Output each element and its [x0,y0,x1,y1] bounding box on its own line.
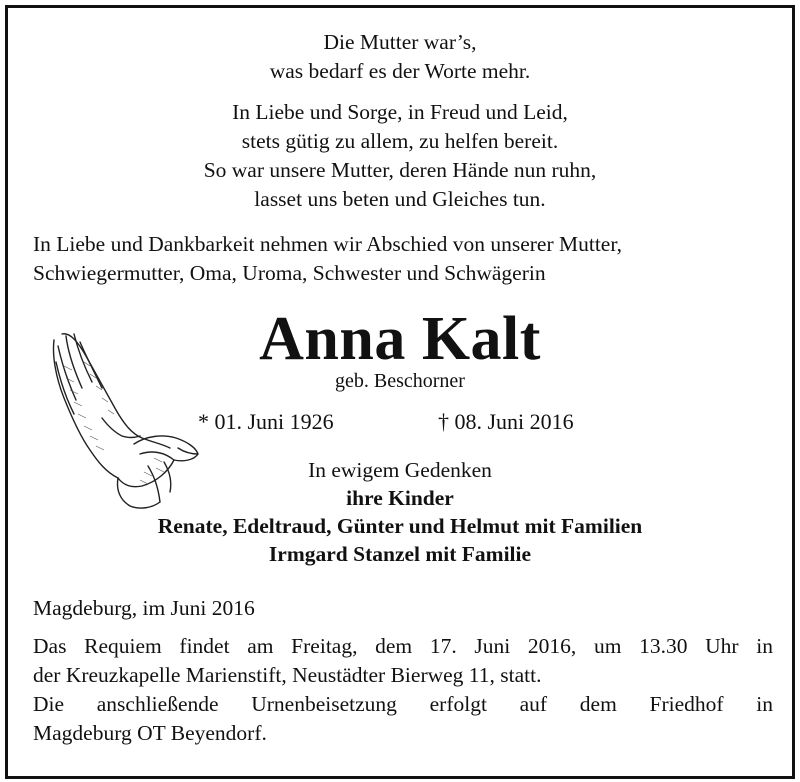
birth-date: * 01. Juni 1926 [198,409,334,434]
memorial-section [8,456,792,568]
poem-line: So war unsere Mutter, deren Hände nun ruhn, [203,158,597,182]
memorial-line: In ewigem Gedenken [308,458,492,482]
service-line: Magdeburg OT Beyendorf. [33,721,267,745]
service-line: der Kreuzkapelle Marienstift, Neustädter Bierweg 11, statt. [33,663,542,687]
intro-line: Schwiegermutter, Oma, Uroma, Schwester und Schwägerin [33,261,546,285]
service-line: Die anschließende Urnenbeisetzung erfolgt auf dem Friedhof in [33,692,773,716]
birth-name: geb. Beschorner [335,370,465,392]
poem-line: was bedarf es der Worte mehr. [269,59,531,83]
obituary-notice [5,5,795,779]
poem-line: Die Mutter war’s, [323,30,477,54]
poem-line: stets gütig zu allem, zu helfen bereit. [241,129,559,153]
memorial-family-names: Irmgard Stanzel mit Familie [268,542,532,566]
deceased-name: Anna Kalt [259,305,541,373]
poem-stanza-1 [8,28,792,86]
place-date: Magdeburg, im Juni 2016 [33,596,255,620]
poem-stanza-2 [8,98,792,214]
death-date: † 08. Juni 2016 [438,409,574,434]
farewell-intro [33,230,773,288]
service-info [33,632,773,748]
service-line: Das Requiem findet am Freitag, dem 17. Juni 2016, um 13.30 Uhr in [33,634,773,658]
memorial-children-heading: ihre Kinder [346,486,454,510]
memorial-family-names: Renate, Edeltraud, Günter und Helmut mit Familien [157,514,643,538]
poem-line: In Liebe und Sorge, in Freud und Leid, [232,100,568,124]
poem-line: lasset uns beten und Gleiches tun. [254,187,546,211]
intro-line: In Liebe und Dankbarkeit nehmen wir Abschied von unserer Mutter, [33,232,623,256]
